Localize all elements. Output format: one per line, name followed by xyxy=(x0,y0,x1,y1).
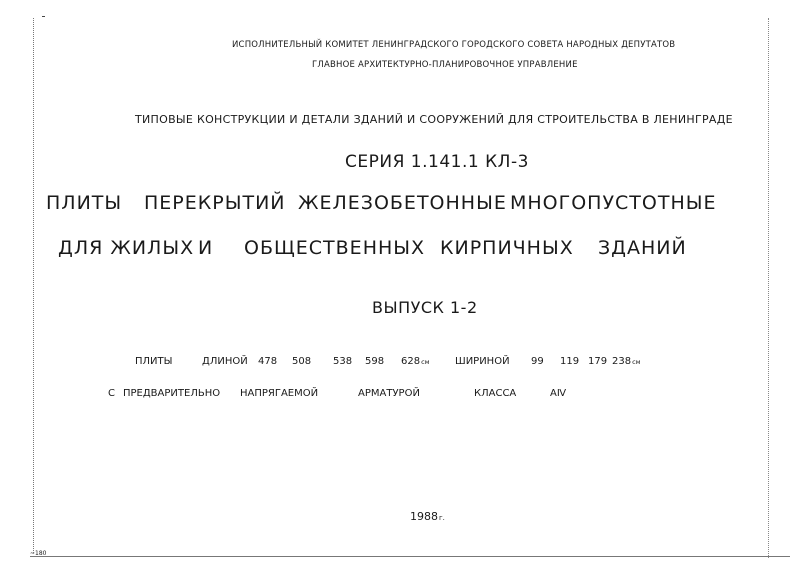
title-word: ЗДАНИЙ xyxy=(598,237,687,259)
title-word: ОБЩЕСТВЕННЫХ xyxy=(244,237,426,259)
series-number: СЕРИЯ 1.141.1 КЛ-3 xyxy=(345,152,529,172)
right-margin-line xyxy=(768,18,769,558)
width-value: 238 xyxy=(612,356,632,367)
width-value-with-unit xyxy=(612,356,641,367)
width-value: 179 xyxy=(588,356,608,367)
length-label: ДЛИНОЙ xyxy=(202,356,248,367)
width-unit: см xyxy=(632,358,641,366)
width-value: 119 xyxy=(560,356,580,367)
issuing-committee: ИСПОЛНИТЕЛЬНЫЙ КОМИТЕТ ЛЕНИНГРАДСКОГО ГОРОДСКОГО СОВЕТА НАРОДНЫХ ДЕПУТАТОВ xyxy=(232,40,676,50)
left-margin-line xyxy=(33,18,34,553)
reinforcement-class: АⅣ xyxy=(550,388,567,399)
title-word: ПЛИТЫ xyxy=(46,192,123,214)
collection-title: ТИПОВЫЕ КОНСТРУКЦИИ И ДЕТАЛИ ЗДАНИЙ И СООРУЖЕНИЙ ДЛЯ СТРОИТЕЛЬСТВА В ЛЕНИНГРАДЕ xyxy=(135,113,733,126)
reinforcement-word: ПРЕДВАРИТЕЛЬНО xyxy=(123,388,221,399)
length-unit: см xyxy=(421,358,430,366)
year-value: 1988 xyxy=(410,510,438,523)
corner-mark xyxy=(42,16,45,17)
length-value: 628 xyxy=(401,356,421,367)
length-value: 478 xyxy=(258,356,278,367)
title-word: ПЕРЕКРЫТИЙ xyxy=(144,192,286,214)
length-value: 598 xyxy=(365,356,385,367)
title-word: ЖЕЛЕЗОБЕТОННЫЕ xyxy=(298,192,507,214)
length-value-with-unit xyxy=(401,356,430,367)
length-value: 538 xyxy=(333,356,353,367)
publication-year xyxy=(410,510,445,523)
width-label: ШИРИНОЙ xyxy=(455,356,510,367)
reinforcement-word: АРМАТУРОЙ xyxy=(358,388,420,399)
bottom-rule xyxy=(30,556,790,557)
dimensions-label: ПЛИТЫ xyxy=(135,356,173,367)
reinforcement-word: С xyxy=(108,388,115,399)
title-word: МНОГОПУСТОТНЫЕ xyxy=(510,192,717,214)
year-suffix: г. xyxy=(439,514,445,522)
title-word: И xyxy=(198,237,214,259)
width-value: 99 xyxy=(531,356,544,367)
sheet-mark: ~180 xyxy=(30,550,47,557)
reinforcement-word: КЛАССА xyxy=(474,388,517,399)
reinforcement-word: НАПРЯГАЕМОЙ xyxy=(240,388,319,399)
title-word: КИРПИЧНЫХ xyxy=(440,237,574,259)
length-value: 508 xyxy=(292,356,312,367)
issue-number: ВЫПУСК 1-2 xyxy=(372,298,478,317)
title-word: ДЛЯ ЖИЛЫХ xyxy=(58,237,195,259)
issuing-department: ГЛАВНОЕ АРХИТЕКТУРНО-ПЛАНИРОВОЧНОЕ УПРАВЛЕНИЕ xyxy=(312,60,578,70)
